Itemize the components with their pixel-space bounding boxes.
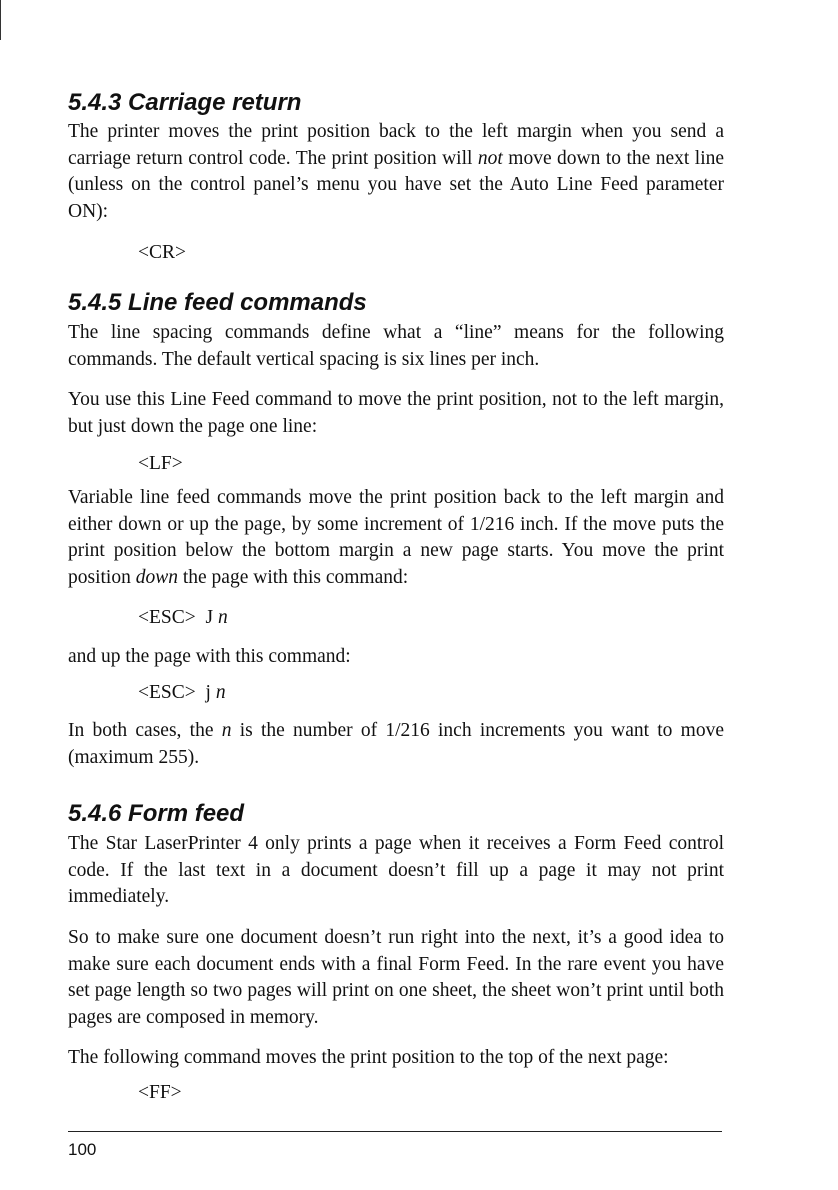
form-feed-paragraph-1: The Star LaserPrinter 4 only prints a page when it receives a Form Feed control code. If the last text in a document doesn’t fill up a page it may not print immediately. (68, 833, 724, 907)
increments-paragraph: In both cases, the n is the number of 1/216 inch increments you want to move (maximum 255). (68, 720, 724, 768)
up-page-paragraph: and up the page with this command: (68, 646, 351, 667)
form-feed-paragraph-3: The following command moves the print position to the top of the next page: (68, 1047, 669, 1068)
command-esc-j-upper: <ESC> J n (138, 607, 228, 628)
command-cr: <CR> (138, 242, 187, 263)
command-lf: <LF> (138, 453, 183, 474)
heading-form-feed: 5.4.6 Form feed (68, 800, 245, 827)
scan-edge-mark (0, 0, 1, 40)
line-spacing-paragraph: The line spacing commands define what a “line” means for the following commands. The default vertical spacing is six lines per inch. (68, 322, 724, 370)
command-esc-j-lower: <ESC> j n (138, 682, 226, 703)
form-feed-paragraph-2: So to make sure one document doesn’t run right into the next, it’s a good idea to make sure each document ends with a final Form Feed. In the rare event you have set page length so two pages will print on one sheet, the sheet won’t print until both pages are composed in memory. (68, 927, 724, 1028)
variable-line-feed-paragraph: Variable line feed commands move the print position back to the left margin and either down or up the page, by some increment of 1/216 inch. If the move puts the print position below the bottom margin a new page starts. You move the print position down the page with this command: (68, 487, 724, 588)
page-number: 100 (68, 1140, 97, 1159)
heading-line-feed-commands: 5.4.5 Line feed commands (68, 289, 367, 316)
carriage-return-paragraph: The printer moves the print position back to the left margin when you send a carriage return control code. The print position will not move down to the next line (unless on the control panel’s menu you have set the Auto Line Feed parameter ON): (68, 121, 725, 222)
heading-carriage-return: 5.4.3 Carriage return (68, 89, 302, 116)
footer-rule (68, 1131, 722, 1132)
line-feed-paragraph: You use this Line Feed command to move the print position, not to the left margin, but just down the page one line: (68, 389, 724, 437)
command-ff: <FF> (138, 1082, 182, 1103)
